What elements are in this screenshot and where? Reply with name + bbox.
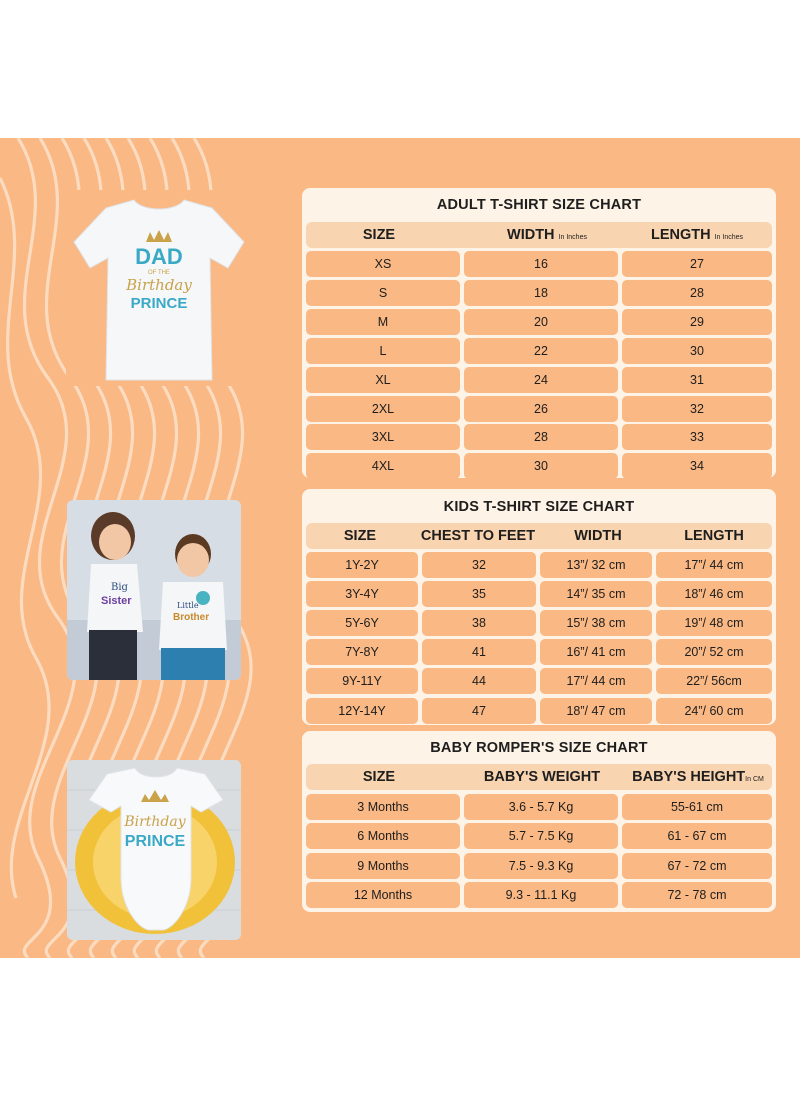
kids-header-chest: CHEST TO FEET bbox=[420, 528, 536, 544]
adult-cell-length: 32 bbox=[622, 396, 772, 422]
adult-header-size: SIZE bbox=[362, 227, 396, 243]
adult-header-width bbox=[472, 222, 622, 251]
kids-cell-width: 18”/ 47 cm bbox=[540, 698, 652, 724]
adult-cell-width: 20 bbox=[464, 309, 618, 335]
kids-cell-width: 14”/ 35 cm bbox=[540, 581, 652, 607]
adult-cell-width: 30 bbox=[464, 453, 618, 479]
kids-header-length: LENGTH bbox=[684, 528, 744, 544]
adult-table-row bbox=[306, 280, 772, 306]
baby-table-row bbox=[306, 882, 772, 908]
adult-table-row bbox=[306, 309, 772, 335]
adult-cell-length: 33 bbox=[622, 424, 772, 450]
adult-cell-length: 34 bbox=[622, 453, 772, 479]
kids-cell-chest: 35 bbox=[422, 581, 536, 607]
kids-table-row bbox=[306, 552, 772, 578]
adult-header-row bbox=[306, 222, 772, 248]
romper-text-prince: PRINCE bbox=[124, 833, 186, 850]
adult-tshirt-image bbox=[66, 190, 252, 386]
kids-header-size: SIZE bbox=[343, 528, 377, 544]
baby-cell-size: 9 Months bbox=[306, 853, 460, 879]
adult-table-row bbox=[306, 424, 772, 450]
kids-cell-length: 17”/ 44 cm bbox=[656, 552, 772, 578]
kids-cell-size: 12Y-14Y bbox=[306, 698, 418, 724]
kids-cell-length: 22”/ 56cm bbox=[656, 668, 772, 694]
kids-cell-width: 15”/ 38 cm bbox=[540, 610, 652, 636]
baby-table-row bbox=[306, 823, 772, 849]
kids-cell-chest: 47 bbox=[422, 698, 536, 724]
baby-table-row bbox=[306, 794, 772, 820]
kids-cell-size: 1Y-2Y bbox=[306, 552, 418, 578]
tshirt-text-birthday: Birthday bbox=[126, 276, 192, 294]
tshirt-text-dad: DAD bbox=[135, 244, 183, 269]
kids-chart-title: KIDS T-SHIRT SIZE CHART bbox=[443, 499, 635, 515]
adult-cell-width: 26 bbox=[464, 396, 618, 422]
tshirt-text-prince: PRINCE bbox=[130, 295, 188, 312]
adult-cell-width: 18 bbox=[464, 280, 618, 306]
kids-cell-width: 16”/ 41 cm bbox=[540, 639, 652, 665]
baby-size-chart bbox=[302, 731, 776, 912]
kids-cell-chest: 38 bbox=[422, 610, 536, 636]
baby-chart-title: BABY ROMPER'S SIZE CHART bbox=[430, 740, 648, 756]
kids-cell-length: 19”/ 48 cm bbox=[656, 610, 772, 636]
adult-header-length-label: LENGTH bbox=[650, 227, 711, 243]
kids-cell-length: 18”/ 46 cm bbox=[656, 581, 772, 607]
adult-cell-width: 28 bbox=[464, 424, 618, 450]
adult-header-width-unit: In Inches bbox=[558, 234, 587, 241]
adult-cell-size: 3XL bbox=[306, 424, 460, 450]
kids-table-row bbox=[306, 610, 772, 636]
adult-cell-length: 30 bbox=[622, 338, 772, 364]
adult-cell-width: 16 bbox=[464, 251, 618, 277]
baby-header-row bbox=[306, 764, 772, 790]
baby-cell-height: 72 - 78 cm bbox=[622, 882, 772, 908]
adult-cell-width: 24 bbox=[464, 367, 618, 393]
adult-cell-width: 22 bbox=[464, 338, 618, 364]
kids-table-row bbox=[306, 581, 772, 607]
baby-cell-weight: 3.6 - 5.7 Kg bbox=[464, 794, 618, 820]
tshirt-text-of-the: OF THE bbox=[148, 270, 170, 276]
adult-cell-size: M bbox=[306, 309, 460, 335]
adult-cell-size: 2XL bbox=[306, 396, 460, 422]
adult-table-row bbox=[306, 396, 772, 422]
kids-cell-chest: 41 bbox=[422, 639, 536, 665]
baby-cell-height: 67 - 72 cm bbox=[622, 853, 772, 879]
adult-cell-size: XS bbox=[306, 251, 460, 277]
adult-cell-size: 4XL bbox=[306, 453, 460, 479]
baby-cell-height: 55-61 cm bbox=[622, 794, 772, 820]
adult-cell-length: 29 bbox=[622, 309, 772, 335]
baby-header-height-unit: In CM bbox=[745, 776, 764, 783]
baby-table-row bbox=[306, 853, 772, 879]
adult-table-row bbox=[306, 453, 772, 479]
adult-header-length-unit: In Inches bbox=[714, 234, 744, 241]
adult-table-row bbox=[306, 338, 772, 364]
baby-cell-size: 6 Months bbox=[306, 823, 460, 849]
baby-cell-height: 61 - 67 cm bbox=[622, 823, 772, 849]
adult-cell-size: S bbox=[306, 280, 460, 306]
romper-text-birthday: Birthday bbox=[124, 814, 186, 830]
kids-table-row bbox=[306, 698, 772, 724]
kids-table-row bbox=[306, 639, 772, 665]
kids-header-width: WIDTH bbox=[574, 528, 622, 544]
kids-header-row bbox=[306, 523, 772, 549]
kids-cell-chest: 44 bbox=[422, 668, 536, 694]
kids-size-chart bbox=[302, 489, 776, 725]
baby-header-height bbox=[622, 764, 774, 793]
baby-cell-weight: 7.5 - 9.3 Kg bbox=[464, 853, 618, 879]
kids-cell-size: 7Y-8Y bbox=[306, 639, 418, 665]
kids-cell-length: 24”/ 60 cm bbox=[656, 698, 772, 724]
adult-table-row bbox=[306, 367, 772, 393]
baby-cell-weight: 5.7 - 7.5 Kg bbox=[464, 823, 618, 849]
kids-cell-chest: 32 bbox=[422, 552, 536, 578]
adult-table-row bbox=[306, 251, 772, 277]
baby-cell-weight: 9.3 - 11.1 Kg bbox=[464, 882, 618, 908]
adult-size-chart bbox=[302, 188, 776, 478]
kids-cell-size: 5Y-6Y bbox=[306, 610, 418, 636]
adult-cell-size: L bbox=[306, 338, 460, 364]
shirt-text-big: Big bbox=[111, 582, 128, 593]
kids-cell-width: 13”/ 32 cm bbox=[540, 552, 652, 578]
kids-cell-size: 9Y-11Y bbox=[306, 668, 418, 694]
adult-cell-length: 27 bbox=[622, 251, 772, 277]
adult-cell-length: 31 bbox=[622, 367, 772, 393]
baby-header-weight: BABY'S WEIGHT bbox=[483, 769, 601, 785]
kids-cell-length: 20”/ 52 cm bbox=[656, 639, 772, 665]
shirt-text-sister: Sister bbox=[101, 595, 132, 607]
kids-cell-width: 17”/ 44 cm bbox=[540, 668, 652, 694]
kids-cell-size: 3Y-4Y bbox=[306, 581, 418, 607]
baby-cell-size: 3 Months bbox=[306, 794, 460, 820]
baby-cell-size: 12 Months bbox=[306, 882, 460, 908]
adult-header-width-label: WIDTH bbox=[507, 227, 555, 243]
baby-header-height-label: BABY'S HEIGHT bbox=[632, 769, 746, 785]
baby-header-size: SIZE bbox=[362, 769, 396, 785]
shirt-text-little: Little bbox=[177, 601, 199, 610]
kids-photo bbox=[67, 500, 241, 680]
adult-chart-title: ADULT T-SHIRT SIZE CHART bbox=[436, 197, 642, 213]
shirt-text-brother: Brother bbox=[173, 612, 210, 623]
kids-table-row bbox=[306, 668, 772, 694]
adult-cell-length: 28 bbox=[622, 280, 772, 306]
baby-romper-image bbox=[67, 760, 241, 940]
adult-header-length bbox=[622, 222, 772, 251]
adult-cell-size: XL bbox=[306, 367, 460, 393]
